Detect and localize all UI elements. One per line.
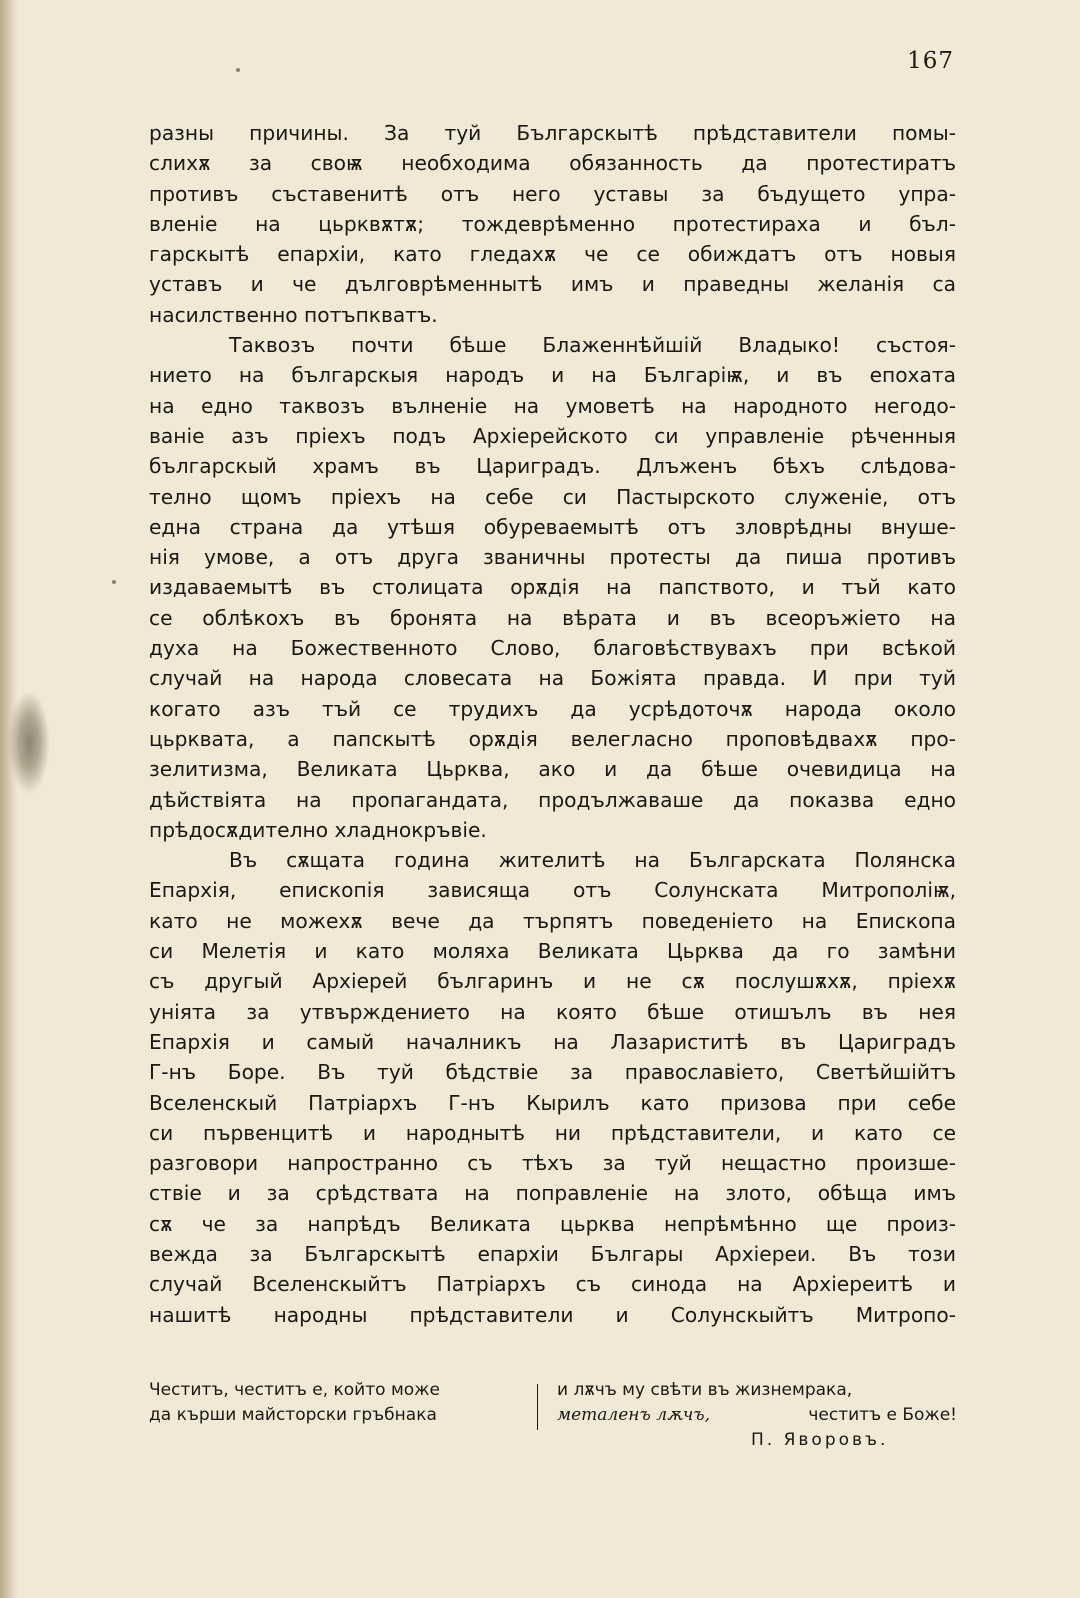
text-line: уставъ и че дълговрѣменнытѣ имъ и праведны желанія са bbox=[149, 272, 956, 297]
text-line: духа на Божественното Слово, благовѣствувахъ при всѣкой bbox=[149, 636, 956, 661]
text-line: Таквозъ почти бѣше Блаженнѣйшій Владыко! състоя- bbox=[229, 333, 956, 358]
paragraph bbox=[149, 330, 956, 845]
text-line: нашитѣ народны прѣдставители и Солунскыйтъ Митропо- bbox=[149, 1302, 956, 1327]
text-line: ствіе и за срѣдствата на поправленіе на злото, обѣща имъ bbox=[149, 1181, 956, 1206]
text-line: нието на българскыя народъ и на Българіѭ, и въ епохата bbox=[149, 363, 956, 388]
paragraph bbox=[149, 118, 956, 330]
poem-author: П. Яворовъ. bbox=[751, 1430, 889, 1450]
text-line: когато азъ тъй се трудихъ да усрѣдоточѫ народа около bbox=[149, 696, 956, 721]
text-line: ваніе азъ пріехъ подъ Архіерейското си управленіе рѣченныя bbox=[149, 423, 956, 448]
poem-line: и лѫчъ му свѣти въ жизнемрака, bbox=[557, 1380, 853, 1400]
poem-divider bbox=[537, 1384, 538, 1430]
text-line: издаваемытѣ въ столицата орѫдія на папството, и тъй като bbox=[149, 575, 956, 600]
text-line: разговори напространно съ тѣхъ за туй нещастно произше- bbox=[149, 1151, 956, 1176]
text-line: една страна да утѣшя обуреваемытѣ отъ зловрѣдны внуше- bbox=[149, 514, 956, 539]
paragraph bbox=[149, 845, 956, 1330]
poem-left-column bbox=[149, 1378, 527, 1427]
poem-line: да кърши майсторски гръбнака bbox=[149, 1404, 437, 1425]
page-stain bbox=[8, 690, 50, 795]
text-line: Епархія и самый началникъ на Лазариститѣ въ Цариградъ bbox=[149, 1029, 956, 1054]
text-line: насилственно потъпкватъ. bbox=[149, 302, 438, 327]
text-line: нія умове, а отъ друга званичны протесты да пиша противъ bbox=[149, 545, 956, 570]
text-line: случай на народа словесата на Божіята правда. И при туй bbox=[149, 666, 956, 691]
speck bbox=[112, 580, 116, 584]
text-line: слихѫ за своѭ необходима обязанность да протестиратъ bbox=[149, 151, 956, 176]
text-line: Вселенскый Патріархъ Г-нъ Кырилъ като призова при себе bbox=[149, 1090, 956, 1115]
text-line: уніята за утвърждението на която бѣше отишълъ въ нея bbox=[149, 999, 956, 1024]
text-line: прѣдосѫдително хладнокръвіе. bbox=[149, 817, 487, 842]
text-line: Епархія, епископія зависяща отъ Солунската Митрополіѭ, bbox=[149, 878, 956, 903]
text-line: като не можехѫ вече да търпятъ поведеніето на Епископа bbox=[149, 908, 956, 933]
text-line: гарскытѣ епархіи, като гледахѫ че се обиждатъ отъ новыя bbox=[149, 242, 956, 267]
text-line: Г-нъ Боре. Въ туй бѣдствіе за православіето, Светѣйшійтъ bbox=[149, 1060, 956, 1085]
page-binding-edge bbox=[0, 0, 18, 1598]
text-line: зелитизма, Великата Цьрква, ако и да бѣше очевидица на bbox=[149, 757, 956, 782]
text-line: сѫ че за напрѣдъ Великата цьрква непрѣмѣнно ще произ- bbox=[149, 1211, 956, 1236]
text-line: разны причины. За туй Българскытѣ прѣдставители помы- bbox=[149, 121, 956, 145]
text-line: си първенцитѣ и народнытѣ ни прѣдставители, и като се bbox=[149, 1120, 956, 1145]
poem-line-end: честитъ е Боже! bbox=[808, 1404, 957, 1425]
body-text bbox=[149, 118, 956, 1330]
text-line: българскый храмъ въ Цариградъ. Длъженъ бѣхъ слѣдова- bbox=[149, 454, 956, 479]
text-line: се облѣкохъ въ бронята на вѣрата и въ всеоръжіето на bbox=[149, 605, 956, 630]
text-line: вежда за Българскытѣ епархіи Българы Архіереи. Въ този bbox=[149, 1241, 956, 1266]
text-line: си Мелетія и като моляха Великата Цьрква да го замѣни bbox=[149, 939, 956, 964]
text-line: цьрквата, а папскытѣ орѫдія велегласно проповѣдвахѫ про- bbox=[149, 726, 956, 751]
text-line: противъ съставенитѣ отъ него уставы за бъдущето упра- bbox=[149, 181, 956, 206]
text-line: на едно таквозъ вълненіе на умоветѣ на народното негодо- bbox=[149, 393, 956, 418]
poem-right-column bbox=[557, 1378, 957, 1427]
poem-italic-phrase: металенъ лѫчъ, bbox=[557, 1404, 710, 1425]
speck bbox=[236, 68, 240, 72]
page-number: 167 bbox=[907, 48, 954, 74]
text-line: съ другый Архіерей българинъ и не сѫ послушѫхѫ, пріехѫ bbox=[149, 969, 956, 994]
text-line: телно щомъ пріехъ на себе си Пастырското служеніе, отъ bbox=[149, 484, 956, 509]
text-line: вленіе на цьрквѫтѫ; тождеврѣменно протестираха и бъл- bbox=[149, 211, 956, 236]
text-line: дѣйствіята на пропагандата, продължаваше да показва едно bbox=[149, 787, 956, 812]
poem-line bbox=[557, 1403, 957, 1428]
text-line: случай Вселенскыйтъ Патріархъ съ синода на Архіереитѣ и bbox=[149, 1272, 956, 1297]
poem-line: Честитъ, честитъ е, който може bbox=[149, 1380, 440, 1400]
text-line: Въ сѫщата година жителитѣ на Българската Полянска bbox=[229, 848, 956, 873]
